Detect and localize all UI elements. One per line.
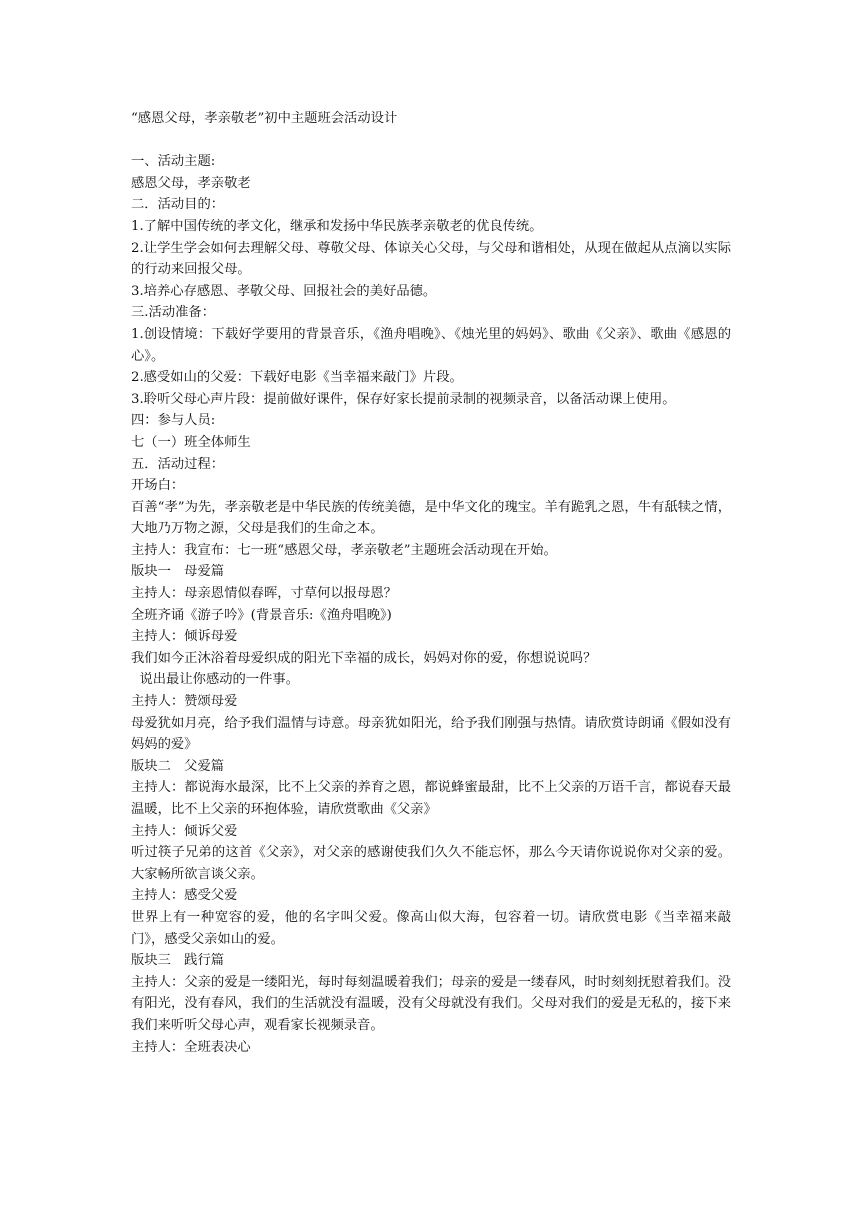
blank-line	[131, 130, 731, 152]
document-page	[131, 108, 731, 1058]
paragraph: 主持人：倾诉母爱	[131, 629, 238, 645]
section-heading-practice: 版块三 践行篇	[131, 953, 225, 969]
section-heading-mother-love: 版块一 母爱篇	[131, 564, 225, 580]
paragraph: 1.了解中国传统的孝文化，继承和发扬中华民族孝亲敬老的优良传统。	[131, 218, 543, 234]
heading-activity-goals: 二．活动目的：	[131, 197, 225, 213]
paragraph: 主持人：赞颂母爱	[131, 694, 238, 710]
heading-activity-preparation: 三.活动准备：	[131, 305, 216, 321]
paragraph: 主持人：母亲恩情似春晖，寸草何以报母恩？	[131, 586, 397, 602]
paragraph: 世界上有一种宽容的爱，他的名字叫父爱。像高山似大海，包容着一切。请欣赏电影《当幸福来敲门》，感受父亲如山的爱。	[131, 909, 731, 947]
paragraph: 3.聆听父母心声片段：提前做好课件，保存好家长提前录制的视频录音，以备活动课上使用。	[131, 391, 676, 407]
paragraph: 七（一）班全体师生	[131, 434, 251, 450]
heading-activity-process: 五．活动过程：	[131, 456, 225, 472]
paragraph: 说出最让你感动的一件事。	[131, 672, 300, 688]
paragraph: 2.让学生学会如何去理解父母、尊敬父母、体谅关心父母，与父母和谐相处，从现在做起从点滴以实际的行动来回报父母。	[131, 240, 731, 278]
document-title: “感恩父母，孝亲敬老”初中主题班会活动设计	[131, 111, 398, 126]
paragraph: 我们如今正沐浴着母爱织成的阳光下幸福的成长，妈妈对你的爱，你想说说吗？	[131, 650, 597, 666]
paragraph: 主持人：我宣布：七一班“感恩父母，孝亲敬老”主题班会活动现在开始。	[131, 542, 557, 558]
paragraph: 3.培养心存感恩、孝敬父母、回报社会的美好品德。	[131, 283, 437, 299]
paragraph: 全班齐诵《游子吟》(背景音乐:《渔舟唱晚》)	[131, 607, 392, 623]
heading-activity-theme: 一、活动主题:	[131, 154, 216, 170]
paragraph: 主持人：父亲的爱是一缕阳光，每时每刻温暖着我们；母亲的爱是一缕春风，时时刻刻抚慰着我们。没有阳光，没有春风，我们的生活就没有温暖，没有父母就没有我们。父母对我们的爱是无私的，接下来我们来听听父母心声，观看家长视频录音。	[131, 974, 731, 1033]
paragraph: 2.感受如山的父爱：下载好电影《当幸福来敲门》片段。	[131, 370, 463, 386]
section-heading-father-love: 版块二 父爱篇	[131, 758, 225, 774]
heading-participants: 四：参与人员:	[131, 413, 216, 429]
paragraph: 主持人：都说海水最深，比不上父亲的养育之恩，都说蜂蜜最甜，比不上父亲的万语千言，都说春天最温暖，比不上父亲的环抱体验，请欣赏歌曲《父亲》	[131, 780, 731, 817]
paragraph: 主持人：倾诉父爱	[131, 823, 238, 839]
paragraph: 听过筷子兄弟的这首《父亲》，对父亲的感谢使我们久久不能忘怀，那么今天请你说说你对父亲的爱。大家畅所欲言谈父亲。	[131, 845, 731, 882]
paragraph: 主持人：感受父爱	[131, 888, 238, 904]
paragraph: 感恩父母，孝亲敬老	[131, 175, 251, 191]
paragraph: 母爱犹如月亮，给予我们温情与诗意。母亲犹如阳光，给予我们刚强与热情。请欣赏诗朗诵《假如没有妈妈的爱》	[131, 715, 731, 753]
paragraph: 主持人：全班表决心	[131, 1039, 251, 1055]
paragraph: 百善“孝”为先，孝亲敬老是中华民族的传统美德，是中华文化的瑰宝。羊有跪乳之恩，牛有舐犊之情，大地乃万物之源，父母是我们的生命之本。	[131, 499, 731, 537]
paragraph: 1.创设情境：下载好学要用的背景音乐，《渔舟唱晚》、《烛光里的妈妈》、歌曲《父亲》、歌曲《感恩的心》。	[131, 326, 731, 364]
paragraph: 开场白：	[131, 478, 185, 494]
